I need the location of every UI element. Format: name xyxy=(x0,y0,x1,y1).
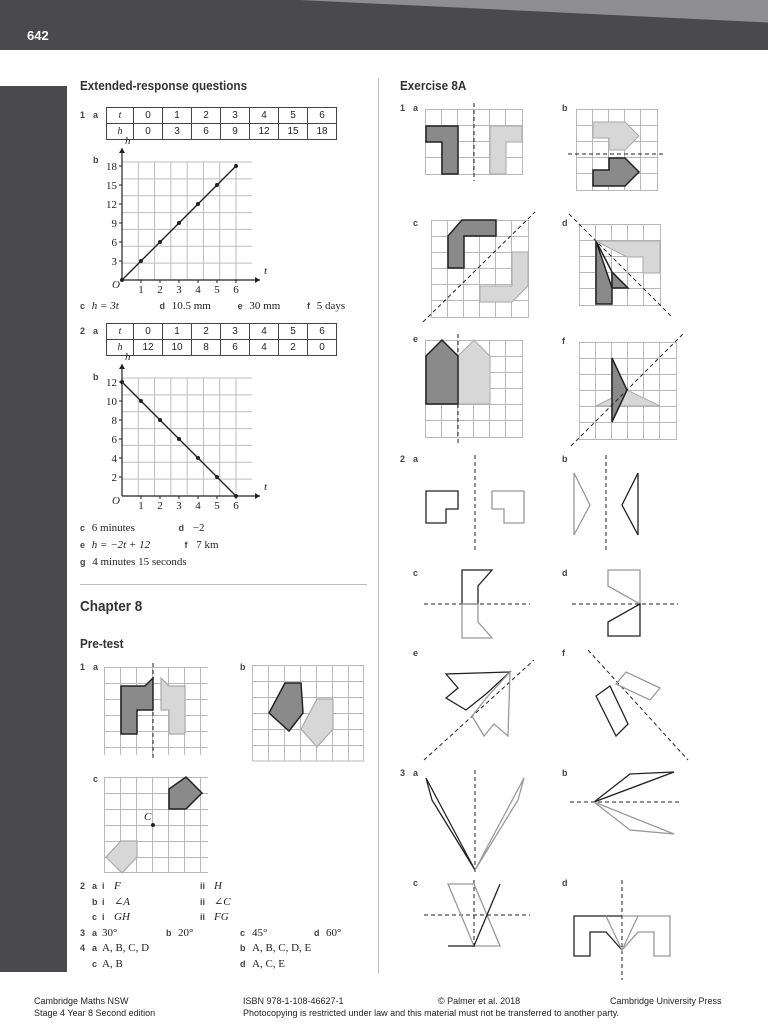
data-point xyxy=(177,437,181,441)
pre-q1a-figure xyxy=(104,667,208,755)
q1-answers xyxy=(80,300,345,312)
ex1b-figure xyxy=(576,109,658,191)
table-cell: 5 xyxy=(279,108,308,124)
table-cell: 9 xyxy=(221,124,250,140)
answer-label: a xyxy=(92,881,98,891)
q2-number: 2 xyxy=(80,326,86,336)
answer-label: g xyxy=(80,557,86,567)
data-point xyxy=(177,221,181,225)
x-tick-label: 5 xyxy=(214,284,220,296)
pre-q1-part-b: b xyxy=(240,662,246,672)
ex3a-figure xyxy=(420,770,530,872)
mirror-line xyxy=(588,650,688,760)
data-point xyxy=(234,164,238,168)
answer-row xyxy=(80,910,341,926)
object-shape xyxy=(593,158,639,186)
origin-label: O xyxy=(112,495,120,507)
grid xyxy=(105,667,209,755)
image-shape xyxy=(594,802,674,834)
image-shape xyxy=(596,390,660,406)
answer-label: d xyxy=(240,958,246,969)
x-axis-label: t xyxy=(264,265,268,277)
y-tick-label: 12 xyxy=(106,377,117,389)
ex1d-figure xyxy=(579,224,661,306)
answer-label: c xyxy=(80,523,86,533)
answer-label: d xyxy=(159,301,165,311)
table-cell: 6 xyxy=(308,324,337,340)
x-tick-label: 3 xyxy=(176,284,182,296)
answer-label: a xyxy=(92,927,98,938)
chart-h-vs-t-increasing xyxy=(100,135,268,300)
q2-answers xyxy=(80,520,360,571)
table-cell: 5 xyxy=(279,324,308,340)
y-tick-label: 6 xyxy=(111,237,117,249)
table-cell: 3 xyxy=(163,124,192,140)
part-label: d xyxy=(562,218,568,228)
data-point xyxy=(158,418,162,422)
y-axis-label: h xyxy=(125,351,131,363)
answer-text: 30° xyxy=(102,926,118,939)
pre-q1b-figure xyxy=(252,665,364,761)
x-tick-label: 1 xyxy=(138,284,144,296)
object-shape xyxy=(462,570,492,604)
answer-label: f xyxy=(307,301,311,311)
q2-table xyxy=(106,323,337,356)
answer-text: h = −2t + 12 xyxy=(91,539,151,551)
part-label: f xyxy=(562,336,565,346)
table-cell: 10 xyxy=(163,340,192,356)
object-shape xyxy=(426,491,458,523)
table-cell: t xyxy=(107,324,134,340)
footer-edition: Stage 4 Year 8 Second edition xyxy=(34,1008,156,1018)
table-cell: 12 xyxy=(134,340,163,356)
answer-text: 7 km xyxy=(196,539,219,551)
table-cell: 18 xyxy=(308,124,337,140)
part-label: d xyxy=(562,568,568,578)
part-label: c xyxy=(413,568,419,578)
image-shape xyxy=(492,491,524,523)
q2-part-a: a xyxy=(93,326,99,336)
ex1c-figure xyxy=(431,220,529,318)
pre-q1c-figure xyxy=(104,777,208,873)
answer-row xyxy=(80,941,341,957)
answer-label: f xyxy=(184,540,188,550)
y-tick-label: 4 xyxy=(111,453,117,465)
x-tick-label: 3 xyxy=(176,500,182,512)
image-shape xyxy=(616,672,660,700)
table-cell: 1 xyxy=(163,324,192,340)
answer-text: 60° xyxy=(326,926,342,939)
ex-q1-number: 1 xyxy=(400,103,406,113)
table-row xyxy=(107,124,337,140)
answer-label: c xyxy=(240,927,246,938)
answer-row xyxy=(80,554,360,571)
answer-label: b xyxy=(92,896,98,907)
ex3c-figure xyxy=(424,880,530,950)
answer-label: d xyxy=(178,523,185,533)
ex2d-figure xyxy=(572,566,678,638)
x-tick-label: 1 xyxy=(138,500,144,512)
answer-text: 30 mm xyxy=(249,300,281,312)
part-label: a xyxy=(413,103,419,113)
table-cell: 4 xyxy=(250,108,279,124)
table-cell: t xyxy=(107,108,134,124)
y-axis-arrow xyxy=(119,364,125,369)
chapter-title: Chapter 8 xyxy=(80,598,143,615)
object-shape xyxy=(594,772,674,802)
table-cell: 1 xyxy=(163,108,192,124)
object-shape xyxy=(446,672,510,710)
heading-extended-response: Extended-response questions xyxy=(80,78,248,93)
data-point xyxy=(139,399,143,403)
footer-isbn: ISBN 978-1-108-46627-1 xyxy=(243,996,344,1006)
heading-exercise-8a: Exercise 8A xyxy=(400,78,467,93)
x-tick-label: 2 xyxy=(157,284,163,296)
table-row xyxy=(107,108,337,124)
ex3b-figure xyxy=(570,770,680,840)
table-cell: 0 xyxy=(308,340,337,356)
object-shape xyxy=(622,473,638,535)
y-tick-label: 9 xyxy=(111,218,117,230)
object-shape xyxy=(169,777,202,809)
table-cell: 2 xyxy=(279,340,308,356)
y-tick-label: 3 xyxy=(111,256,117,268)
answer-row xyxy=(80,926,341,942)
table-cell: 6 xyxy=(308,108,337,124)
q1-part-a: a xyxy=(93,110,99,120)
image-shape xyxy=(475,778,524,870)
q1-number: 1 xyxy=(80,110,86,120)
answer-text: H xyxy=(214,880,222,892)
q2-part-b: b xyxy=(93,372,99,382)
ex2f-figure xyxy=(588,650,688,760)
answer-text: 45° xyxy=(252,926,268,939)
question-number: 3 xyxy=(80,927,86,938)
answer-text: A, B, C, D, E xyxy=(252,942,312,954)
table-cell: 0 xyxy=(134,124,163,140)
data-point xyxy=(139,259,143,263)
table-cell: 8 xyxy=(192,340,221,356)
table-cell: 3 xyxy=(221,108,250,124)
part-label: a xyxy=(413,454,419,464)
part-label: a xyxy=(413,768,419,778)
answer-label: a xyxy=(92,943,98,953)
ex-q3-number: 3 xyxy=(400,768,406,778)
table-cell: h xyxy=(107,340,134,356)
x-tick-label: 6 xyxy=(233,284,239,296)
x-tick-label: 5 xyxy=(214,500,220,512)
ex1e-figure xyxy=(425,340,523,438)
part-label: c xyxy=(413,218,419,228)
answer-text: ∠C xyxy=(214,895,231,908)
part-label: b xyxy=(562,768,568,778)
y-tick-label: 15 xyxy=(106,180,117,192)
object-shape xyxy=(426,126,458,174)
object-shape xyxy=(269,683,303,731)
answer-text: A, B, C, D xyxy=(102,942,150,954)
table-cell: h xyxy=(107,124,134,140)
answer-row xyxy=(80,520,360,537)
centre-point xyxy=(151,823,155,827)
x-tick-label: 4 xyxy=(195,284,201,296)
ex-q2-number: 2 xyxy=(400,454,406,464)
part-label: b xyxy=(562,103,568,113)
image-shape xyxy=(301,699,333,747)
image-shape xyxy=(574,473,590,535)
image-shape xyxy=(106,841,137,873)
y-tick-label: 8 xyxy=(111,415,117,427)
y-tick-label: 18 xyxy=(106,161,117,173)
part-label: f xyxy=(562,648,565,658)
answer-label: c xyxy=(92,912,98,922)
answer-label: c xyxy=(92,958,98,969)
ex1f-figure xyxy=(579,342,677,440)
answer-text: A, B xyxy=(102,957,123,970)
answer-text: ∠A xyxy=(114,895,130,908)
answer-text: F xyxy=(114,880,121,892)
x-axis-arrow xyxy=(255,493,260,499)
table-row xyxy=(107,324,337,340)
x-tick-label: 4 xyxy=(195,500,201,512)
ex2c-figure xyxy=(424,566,530,638)
table-cell: 2 xyxy=(192,108,221,124)
table-row xyxy=(107,340,337,356)
pretest-title: Pre-test xyxy=(80,636,124,651)
section-divider xyxy=(80,584,367,585)
data-point xyxy=(215,183,219,187)
q1-part-b: b xyxy=(93,155,99,165)
part-label: d xyxy=(562,878,568,888)
object-shape xyxy=(448,220,496,268)
footer-book: Cambridge Maths NSW xyxy=(34,996,129,1006)
y-tick-label: 6 xyxy=(111,434,117,446)
object-shape xyxy=(426,340,458,404)
pre-q1-number: 1 xyxy=(80,662,86,672)
image-shape xyxy=(458,340,490,404)
ex2a-figure xyxy=(420,455,530,550)
answer-text: −2 xyxy=(192,522,205,534)
image-shape xyxy=(593,122,639,150)
part-label: e xyxy=(413,334,419,344)
centre-label: C xyxy=(144,811,152,823)
answer-label: ii xyxy=(200,912,206,922)
answer-label: b xyxy=(240,943,246,953)
answer-row xyxy=(80,895,341,911)
answer-text: 20° xyxy=(178,926,194,939)
object-shape xyxy=(121,678,153,734)
pre-q1-part-c: c xyxy=(93,774,99,784)
table-cell: 6 xyxy=(221,340,250,356)
footer-copyright: © Palmer et al. 2018 xyxy=(438,996,521,1006)
side-strip xyxy=(0,86,67,972)
answer-row xyxy=(80,957,341,973)
table-cell: 0 xyxy=(134,324,163,340)
table-cell: 6 xyxy=(192,124,221,140)
footer-notice: Photocopying is restricted under law and this material must not be transferred to another party. xyxy=(243,1008,620,1018)
image-shape xyxy=(608,570,640,604)
ex3d-figure xyxy=(570,880,674,980)
image-shape xyxy=(490,126,522,174)
object-shape xyxy=(608,604,640,636)
table-cell: 12 xyxy=(250,124,279,140)
y-tick-label: 10 xyxy=(106,396,117,408)
data-point xyxy=(120,380,124,384)
image-shape xyxy=(472,672,510,736)
answer-text: GH xyxy=(114,911,130,923)
answer-row xyxy=(80,879,341,895)
footer-publisher: Cambridge University Press xyxy=(610,996,722,1006)
x-tick-label: 6 xyxy=(233,500,239,512)
data-point xyxy=(234,494,238,498)
pre-q2-answers xyxy=(80,879,341,972)
answer-text: 4 minutes 15 seconds xyxy=(92,556,187,568)
part-label: b xyxy=(562,454,568,464)
answer-text: 10.5 mm xyxy=(171,300,211,312)
answer-label: i xyxy=(102,881,105,891)
image-shape xyxy=(161,678,185,734)
table-cell: 15 xyxy=(279,124,308,140)
table-cell: 2 xyxy=(192,324,221,340)
column-divider xyxy=(378,78,379,973)
data-point xyxy=(158,240,162,244)
x-axis-arrow xyxy=(255,277,260,283)
answer-text: 5 days xyxy=(316,300,346,312)
answer-label: c xyxy=(80,301,86,311)
answer-label: e xyxy=(237,301,243,311)
answer-label: ii xyxy=(200,881,206,891)
ex2b-figure xyxy=(570,455,650,550)
x-axis-label: t xyxy=(264,481,268,493)
y-tick-label: 2 xyxy=(111,472,117,484)
answer-text: A, C, E xyxy=(252,957,285,970)
table-cell: 3 xyxy=(221,324,250,340)
part-label: c xyxy=(413,878,419,888)
data-point xyxy=(196,202,200,206)
answer-label: i xyxy=(102,896,105,907)
y-axis-label: h xyxy=(125,135,131,147)
answer-label: d xyxy=(314,927,320,938)
answer-label: i xyxy=(102,912,105,922)
object-shape xyxy=(612,358,627,422)
data-point xyxy=(215,475,219,479)
y-axis-arrow xyxy=(119,148,125,153)
answer-label: b xyxy=(166,927,172,938)
image-shape xyxy=(480,252,528,302)
answer-text: h = 3t xyxy=(91,300,119,312)
answer-label: e xyxy=(80,540,86,550)
table-cell: 4 xyxy=(250,324,279,340)
q1-table xyxy=(106,107,337,140)
chart-h-vs-t-decreasing xyxy=(100,351,268,516)
origin-label: O xyxy=(112,279,120,291)
pre-q1-part-a: a xyxy=(93,662,99,672)
page-number: 642 xyxy=(27,28,49,43)
x-tick-label: 2 xyxy=(157,500,163,512)
part-label: e xyxy=(413,648,419,658)
ex1a-figure xyxy=(425,109,523,175)
data-point xyxy=(196,456,200,460)
answer-text: FG xyxy=(214,911,229,923)
answer-row xyxy=(80,537,360,554)
answer-label: ii xyxy=(200,896,206,907)
y-tick-label: 12 xyxy=(106,199,117,211)
image-shape xyxy=(462,604,492,638)
ex2e-figure xyxy=(424,660,534,760)
question-number: 4 xyxy=(80,943,86,953)
table-cell: 0 xyxy=(134,108,163,124)
table-cell: 4 xyxy=(250,340,279,356)
answer-text: 6 minutes xyxy=(91,522,135,534)
object-shape xyxy=(596,686,628,736)
question-number: 2 xyxy=(80,881,86,891)
grid xyxy=(122,378,252,496)
data-point xyxy=(120,278,124,282)
object-shape xyxy=(426,778,475,870)
mirror-line xyxy=(424,660,534,760)
